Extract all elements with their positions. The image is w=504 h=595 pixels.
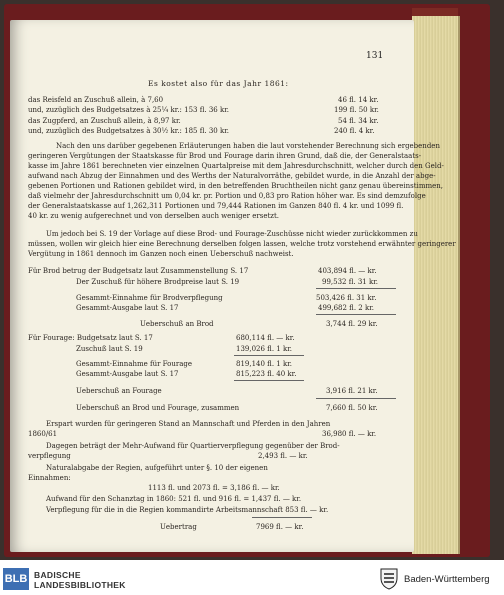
page-edges [412, 16, 460, 554]
natural-line: Naturalabgabe der Regien, aufgeführt unter §. 10 der eigenen [46, 464, 268, 472]
library-name-line-2: LANDESBIBLIOTHEK [34, 580, 126, 590]
fourage-surcharge-label: Zuschuß laut S. 19 [76, 345, 143, 353]
sum-rule [316, 288, 396, 289]
brod-expense-amount: 499,682 fl. 2 kr. [318, 304, 375, 312]
library-name-line-1: BADISCHE [34, 570, 81, 580]
cost-line-4: und, zuzüglich des Budgetsatzes à 30½ kr.: 185 fl. 30 kr. [28, 127, 230, 135]
fourage-income-label: Gesammt-Einnahme für Fourage [76, 360, 193, 368]
cost-line-2: und, zuzüglich des Budgetsatzes à 25¼ kr.: 153 fl. 36 kr. [28, 106, 230, 114]
brod-expense-label: Gesammt-Ausgabe laut S. 17 [76, 304, 179, 312]
savings-line: Erspart wurden für geringeren Stand an Mannschaft und Pferden in den Jahren [46, 420, 331, 428]
paragraph-1-line: der Generalstaatskasse auf 1,262,311 Portionen und 79,444 Rationen im Ganzen 840 fl. 4 kr. und 1099 fl. [28, 202, 404, 210]
brod-surplus-amount: 3,744 fl. 29 kr. [326, 320, 378, 328]
brod-income-label: Gesammt-Einnahme für Brodverpflegung [76, 294, 223, 302]
state-name: Baden-Württemberg [404, 574, 490, 585]
brod-budget-amount: 403,894 fl. — kr. [318, 267, 377, 275]
fourage-surplus-label: Ueberschuß an Fourage [76, 387, 162, 395]
paragraph-2-line: Um jedoch bei S. 19 der Vorlage auf diese Brod- und Fourage-Zuschüsse nicht wieder zurückkommen zu [46, 230, 418, 238]
brod-surcharge-label: Der Zuschuß für höhere Brodpreise laut S. 19 [76, 278, 240, 286]
paragraph-1-line: 40 kr. zu wenig aufgerechnet und von derselben auch weniger ersetzt. [28, 212, 280, 220]
fourage-budget-label: Für Fourage: Budgetsatz laut S. 17 [28, 334, 153, 342]
paragraph-1-line: aufwand nach Abzug der Einnahmen und des Werths der Naturalvorräthe, gebildet wurde, in die Anzahl der abge- [28, 172, 436, 180]
sum-rule [252, 517, 312, 518]
paragraph-2-line: müssen, wollen wir gleich hier eine Berechnung derselben folgen lassen, welche trotz vorstehend erwähnter geringerer [28, 240, 456, 248]
state-coat-of-arms-icon [378, 566, 400, 590]
fourage-surcharge-amount: 139,026 fl. 1 kr. [236, 345, 293, 353]
cost-line-1: das Reisfeld an Zuschuß allein, à 7,60 [28, 96, 164, 104]
brod-surcharge-amount: 99,532 fl. 31 kr. [322, 278, 379, 286]
work-crew-line: Verpflegung für die in die Regien kommandirte Arbeitsmannschaft 853 fl. — kr. [46, 506, 329, 514]
paragraph-1-line: gebenen Portionen und Rationen gebildet wird, in den betreffenden Bruchtheilen nicht ganz genau übereinstimmen, [28, 182, 443, 190]
carryover-amount: 7969 fl. — kr. [256, 523, 304, 531]
quartering-amount: 2,493 fl. — kr. [258, 452, 308, 460]
paragraph-1-line: Nach den uns darüber gegebenen Erläuterungen haben die laut vorstehender Berechnung sich ergebenden [56, 142, 440, 150]
brod-budget-label: Für Brod betrug der Budgetsatz laut Zusammenstellung S. 17 [28, 267, 249, 275]
cost-line-1-amount: 46 fl. 14 kr. [338, 96, 379, 104]
paragraph-2-line: Vergütung in 1861 dennoch im Ganzen noch einen Ueberschuß nachweist. [28, 250, 294, 258]
sum-rule [234, 355, 304, 356]
paragraph-1-line: daß vielmehr der Jahresdurchschnitt um 0,04 kr. pr. Portion und 0,83 pro Ration höher war. Es sind demzufolge [28, 192, 426, 200]
paragraph-1-line: geringeren Vergütungen der Staatskasse für Brod und Fourage darin ihren Grund, daß die, der Generalstaats- [28, 152, 422, 160]
fourage-income-amount: 819,140 fl. 1 kr. [236, 360, 293, 368]
page-number: 131 [366, 51, 384, 61]
total-surplus-label: Ueberschuß an Brod und Fourage, zusammen [76, 404, 240, 412]
bookmark-ribbon [412, 8, 458, 16]
brod-income-amount: 503,426 fl. 31 kr. [316, 294, 377, 302]
paragraph-1-line: kasse im Jahre 1861 berechneten vier einzelnen Quartalpreise mit dem Jahresdurchschnitt, welcher durch den Geld- [28, 162, 444, 170]
brod-surplus-label: Ueberschuß an Brod [140, 320, 214, 328]
cost-line-4-amount: 240 fl. 4 kr. [334, 127, 375, 135]
total-surplus-amount: 7,660 fl. 50 kr. [326, 404, 378, 412]
cost-line-3: das Zugpferd, an Zuschuß allein, à 8,97 kr. [28, 117, 181, 125]
fourage-expense-amount: 815,223 fl. 40 kr. [236, 370, 297, 378]
savings-amount: 36,980 fl. — kr. [322, 430, 377, 438]
quartering-line: Dagegen beträgt der Mehr-Aufwand für Quartierverpflegung gegenüber der Brod- [46, 442, 340, 450]
fourage-budget-amount: 680,114 fl. — kr. [236, 334, 295, 342]
sum-rule [234, 380, 304, 381]
fourage-surplus-amount: 3,916 fl. 21 kr. [326, 387, 378, 395]
fourage-expense-label: Gesammt-Ausgabe laut S. 17 [76, 370, 179, 378]
natural-sum: 1113 fl. und 2073 fl. = 3,186 fl. — kr. [148, 484, 280, 492]
sum-rule [316, 398, 396, 399]
blb-logo: BLB [3, 568, 29, 590]
section-heading: Es kostet also für das Jahr 1861: [148, 79, 289, 88]
sum-rule [316, 314, 396, 315]
cost-line-2-amount: 199 fl. 50 kr. [334, 106, 379, 114]
savings-years: 1860/61 [28, 430, 58, 438]
natural-income-label: Einnahmen: [28, 474, 71, 482]
quartering-cont: verpflegung [28, 452, 71, 460]
carryover-label: Uebertrag [160, 523, 197, 531]
cost-line-3-amount: 54 fl. 34 kr. [338, 117, 379, 125]
schanztag-line: Aufwand für den Schanztag in 1860: 521 fl. und 916 fl. = 1,437 fl. — kr. [46, 495, 302, 503]
